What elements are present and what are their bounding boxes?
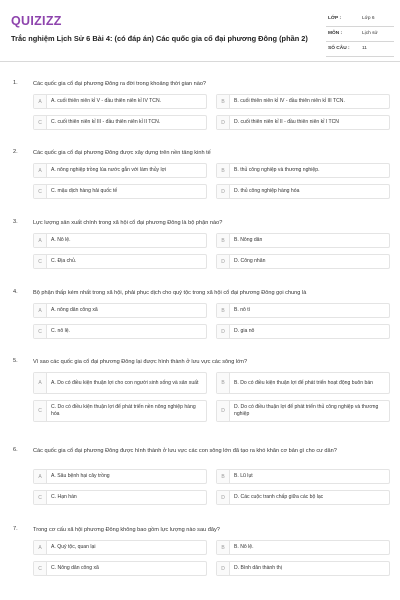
question-number: 5. [13,358,18,364]
option-text: A. Quý tộc, quan lại [51,544,96,551]
option-letter: A [34,541,47,554]
quiz-meta [326,12,394,57]
option-letter: D [217,401,230,421]
question-text: Bộ phận thấp kém nhất trong xã hội, phải phục dịch cho quý tộc trong xã hội cổ đại phương Đông gọi chung là [33,290,307,296]
option-text: B. Nô lệ. [234,544,254,551]
option-text: B. nô tì [234,307,251,314]
option-c[interactable] [33,324,207,339]
option-letter: A [34,304,47,317]
option-text: D. Do có điều thuận lợi để phát triển thủ công nghiệp và thương nghiệp [234,404,379,417]
question-number: 3. [13,219,18,225]
option-text: D. Các cuộc tranh chấp giữa các bộ lạc [234,494,324,501]
option-text: A. Do có điều kiện thuận lợi cho con người sinh sống và sản xuất [51,379,199,386]
option-b[interactable] [216,163,390,178]
option-letter: D [217,116,230,129]
option-a[interactable] [33,94,207,109]
option-a[interactable] [33,469,207,484]
option-text: A. nông nghiệp trồng lúa nước gắn với làm thủy lợi [51,167,167,174]
option-d[interactable] [216,490,390,505]
option-letter: B [217,304,230,317]
option-b[interactable] [216,540,390,555]
option-text: A. Nô lệ. [51,237,71,244]
option-b[interactable] [216,94,390,109]
option-b[interactable] [216,303,390,318]
option-a[interactable] [33,163,207,178]
quizizz-logo: QUIZIZZ [11,14,62,28]
option-a[interactable] [33,372,207,394]
question-text: Các quốc gia cổ đại phương Đông ra đời trong khoảng thời gian nào? [33,81,207,87]
page-title: Trắc nghiệm Lịch Sử 6 Bài 4: (có đáp án) Các quốc gia cổ đại phương Đông (phần 2) [11,34,308,43]
option-letter: B [217,95,230,108]
option-letter: B [217,541,230,554]
option-letter: D [217,255,230,268]
option-text: C. cuối thiên niên kỉ III - đầu thiên niên kỉ II TCN. [51,119,161,126]
question-number: 6. [13,447,18,453]
option-letter: D [217,185,230,198]
option-d[interactable] [216,115,390,130]
question-number: 4. [13,289,18,295]
question-text: Các quốc gia cổ đại phương Đông được hình thành ở lưu vực các con sông lớn đã tạo ra khó khăn cơ bản gì cho cư dân? [33,448,337,454]
option-letter: B [217,234,230,247]
option-text: C. Do có điều kiện thuận lợi để phát triển nền nông nghiệp hàng hóa [51,404,196,417]
meta-row-class [326,12,394,27]
option-letter: C [34,562,47,575]
option-letter: D [217,562,230,575]
option-a[interactable] [33,233,207,248]
option-text: D. gia nô [234,328,255,335]
option-letter: C [34,116,47,129]
option-c[interactable] [33,254,207,269]
meta-value: 11 [362,46,367,51]
meta-value: Lớp 6 [362,16,375,21]
option-c[interactable] [33,115,207,130]
option-text: B. Nông dân [234,237,263,244]
option-letter: B [217,373,230,393]
question-number: 2. [13,149,18,155]
option-letter: A [34,373,47,393]
option-d[interactable] [216,254,390,269]
option-c[interactable] [33,400,207,422]
meta-label: SỐ CÂU : [328,46,350,51]
question-text: Lực lượng sản xuất chính trong xã hội cổ đại phương Đông là bộ phận nào? [33,220,223,226]
question-text: Vì sao các quốc gia cổ đại phương Đông lại được hình thành ở lưu vực các sông lớn? [33,359,248,365]
option-text: A. nông dân công xã [51,307,98,314]
option-text: D. cuối thiên niên kỉ II - đầu thiên niên kỉ I TCN [234,119,339,126]
meta-row-subject [326,27,394,42]
question-text: Trong cơ cấu xã hội phương Đông không bao gồm lực lượng nào sau đây? [33,527,220,533]
option-text: D. thủ công nghiệp hàng hóa [234,188,300,195]
option-letter: A [34,234,47,247]
option-letter: A [34,164,47,177]
option-text: A. Sâu bệnh hại cây trồng [51,473,110,480]
option-letter: C [34,325,47,338]
option-b[interactable] [216,372,390,394]
option-c[interactable] [33,184,207,199]
option-d[interactable] [216,400,390,422]
option-letter: A [34,470,47,483]
option-text: C. nô lệ. [51,328,70,335]
question-text: Các quốc gia cổ đại phương Đông được xây dựng trên nền tảng kinh tế [33,150,211,156]
meta-value: Lịch sử [362,31,378,36]
option-d[interactable] [216,561,390,576]
option-letter: A [34,95,47,108]
option-a[interactable] [33,303,207,318]
meta-row-count [326,42,394,57]
option-letter: B [217,470,230,483]
meta-label: MÔN : [328,31,343,36]
option-b[interactable] [216,469,390,484]
option-d[interactable] [216,184,390,199]
option-text: B. Lũ lụt [234,473,253,480]
option-text: D. Bình dân thành thị [234,565,282,572]
option-letter: C [34,491,47,504]
option-a[interactable] [33,540,207,555]
option-text: B. thủ công nghiệp và thương nghiệp. [234,167,320,174]
option-letter: C [34,185,47,198]
option-text: C. mậu dịch hàng hải quốc tế [51,188,118,195]
option-text: B. Do có điều kiện thuận lợi để phát triển hoạt động buôn bán [234,379,373,386]
option-letter: C [34,255,47,268]
option-letter: D [217,491,230,504]
option-letter: C [34,401,47,421]
meta-label: LỚP : [328,16,342,21]
page-header [0,0,400,62]
question-number: 1. [13,80,18,86]
option-text: C. Hạn hán [51,494,77,501]
option-letter: D [217,325,230,338]
option-letter: B [217,164,230,177]
option-text: C. Nông dân công xã [51,565,99,572]
option-c[interactable] [33,490,207,505]
option-text: D. Công nhân [234,258,266,265]
option-d[interactable] [216,324,390,339]
question-number: 7. [13,526,18,532]
option-text: A. cuối thiên niên kỉ V - đầu thiên niên kỉ IV TCN. [51,98,162,105]
option-text: B. cuối thiên niên kỉ IV - đầu thiên niên kỉ III TCN. [234,98,345,105]
option-b[interactable] [216,233,390,248]
option-text: C. Địa chủ. [51,258,77,265]
option-c[interactable] [33,561,207,576]
